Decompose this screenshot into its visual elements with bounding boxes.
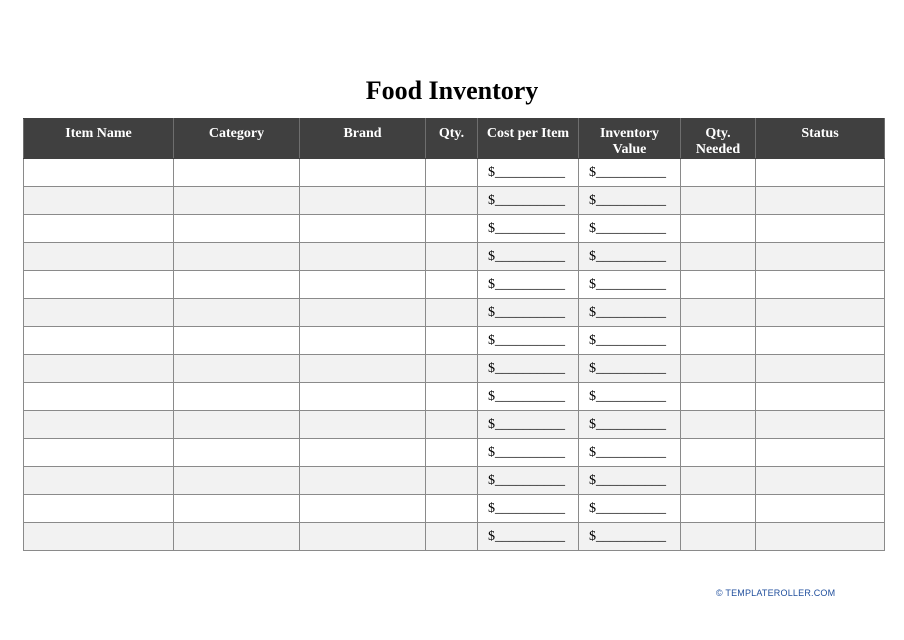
qty-needed-cell[interactable] xyxy=(681,411,756,439)
table-body xyxy=(24,159,885,551)
category-cell[interactable] xyxy=(174,355,300,383)
qty-cell[interactable] xyxy=(426,299,478,327)
cost-per-item-cell[interactable]: $__________ xyxy=(478,495,579,523)
table-row xyxy=(24,187,885,215)
brand-cell[interactable] xyxy=(300,215,426,243)
qty-needed-cell[interactable] xyxy=(681,495,756,523)
header-brand: Brand xyxy=(300,119,426,159)
inventory-value-cell[interactable]: $__________ xyxy=(579,411,681,439)
status-cell[interactable] xyxy=(756,495,885,523)
inventory-value-cell[interactable]: $__________ xyxy=(579,523,681,551)
item-name-cell[interactable] xyxy=(24,467,174,495)
status-cell[interactable] xyxy=(756,243,885,271)
status-cell[interactable] xyxy=(756,299,885,327)
status-cell[interactable] xyxy=(756,523,885,551)
header-category: Category xyxy=(174,119,300,159)
table-row xyxy=(24,439,885,467)
cost-per-item-cell[interactable]: $__________ xyxy=(478,271,579,299)
qty-cell[interactable] xyxy=(426,159,478,187)
inventory-value-cell[interactable]: $__________ xyxy=(579,271,681,299)
inventory-value-cell[interactable]: $__________ xyxy=(579,383,681,411)
status-cell[interactable] xyxy=(756,159,885,187)
inventory-value-cell[interactable]: $__________ xyxy=(579,467,681,495)
qty-cell[interactable] xyxy=(426,271,478,299)
table-row xyxy=(24,159,885,187)
inventory-value-cell[interactable]: $__________ xyxy=(579,327,681,355)
category-cell[interactable] xyxy=(174,411,300,439)
cost-per-item-cell[interactable]: $__________ xyxy=(478,299,579,327)
qty-cell[interactable] xyxy=(426,327,478,355)
qty-needed-cell[interactable] xyxy=(681,355,756,383)
qty-cell[interactable] xyxy=(426,355,478,383)
brand-cell[interactable] xyxy=(300,243,426,271)
qty-cell[interactable] xyxy=(426,215,478,243)
brand-cell[interactable] xyxy=(300,411,426,439)
header-inventory-value: Inventory Value xyxy=(579,119,681,159)
table-row xyxy=(24,495,885,523)
brand-cell[interactable] xyxy=(300,467,426,495)
item-name-cell[interactable] xyxy=(24,159,174,187)
status-cell[interactable] xyxy=(756,383,885,411)
brand-cell[interactable] xyxy=(300,187,426,215)
qty-needed-cell[interactable] xyxy=(681,243,756,271)
status-cell[interactable] xyxy=(756,215,885,243)
header-cost-per-item: Cost per Item xyxy=(478,119,579,159)
cost-per-item-cell[interactable]: $__________ xyxy=(478,383,579,411)
table-row xyxy=(24,327,885,355)
category-cell[interactable] xyxy=(174,243,300,271)
status-cell[interactable] xyxy=(756,411,885,439)
cost-per-item-cell[interactable]: $__________ xyxy=(478,355,579,383)
item-name-cell[interactable] xyxy=(24,439,174,467)
qty-cell[interactable] xyxy=(426,467,478,495)
table-header-row xyxy=(24,119,885,159)
inventory-value-cell[interactable]: $__________ xyxy=(579,355,681,383)
header-status: Status xyxy=(756,119,885,159)
qty-needed-cell[interactable] xyxy=(681,299,756,327)
table-row xyxy=(24,299,885,327)
cost-per-item-cell[interactable]: $__________ xyxy=(478,159,579,187)
qty-needed-cell[interactable] xyxy=(681,523,756,551)
status-cell[interactable] xyxy=(756,187,885,215)
brand-cell[interactable] xyxy=(300,439,426,467)
category-cell[interactable] xyxy=(174,159,300,187)
cost-per-item-cell[interactable]: $__________ xyxy=(478,187,579,215)
item-name-cell[interactable] xyxy=(24,187,174,215)
qty-needed-cell[interactable] xyxy=(681,187,756,215)
item-name-cell[interactable] xyxy=(24,243,174,271)
category-cell[interactable] xyxy=(174,439,300,467)
brand-cell[interactable] xyxy=(300,327,426,355)
inventory-value-cell[interactable]: $__________ xyxy=(579,215,681,243)
item-name-cell[interactable] xyxy=(24,495,174,523)
table-row xyxy=(24,411,885,439)
qty-cell[interactable] xyxy=(426,411,478,439)
inventory-value-cell[interactable]: $__________ xyxy=(579,187,681,215)
status-cell[interactable] xyxy=(756,355,885,383)
brand-cell[interactable] xyxy=(300,271,426,299)
inventory-table xyxy=(23,118,885,551)
category-cell[interactable] xyxy=(174,299,300,327)
item-name-cell[interactable] xyxy=(24,383,174,411)
brand-cell[interactable] xyxy=(300,495,426,523)
status-cell[interactable] xyxy=(756,467,885,495)
inventory-value-cell[interactable]: $__________ xyxy=(579,495,681,523)
cost-per-item-cell[interactable]: $__________ xyxy=(478,411,579,439)
item-name-cell[interactable] xyxy=(24,327,174,355)
brand-cell[interactable] xyxy=(300,355,426,383)
status-cell[interactable] xyxy=(756,271,885,299)
item-name-cell[interactable] xyxy=(24,215,174,243)
category-cell[interactable] xyxy=(174,467,300,495)
table-row xyxy=(24,467,885,495)
status-cell[interactable] xyxy=(756,439,885,467)
qty-needed-cell[interactable] xyxy=(681,271,756,299)
header-qty: Qty. xyxy=(426,119,478,159)
qty-cell[interactable] xyxy=(426,187,478,215)
table-row xyxy=(24,243,885,271)
cost-per-item-cell[interactable]: $__________ xyxy=(478,327,579,355)
item-name-cell[interactable] xyxy=(24,523,174,551)
qty-needed-cell[interactable] xyxy=(681,215,756,243)
qty-cell[interactable] xyxy=(426,439,478,467)
table-row xyxy=(24,355,885,383)
item-name-cell[interactable] xyxy=(24,411,174,439)
cost-per-item-cell[interactable]: $__________ xyxy=(478,467,579,495)
cost-per-item-cell[interactable]: $__________ xyxy=(478,439,579,467)
category-cell[interactable] xyxy=(174,523,300,551)
inventory-value-cell[interactable]: $__________ xyxy=(579,243,681,271)
cost-per-item-cell[interactable]: $__________ xyxy=(478,215,579,243)
category-cell[interactable] xyxy=(174,383,300,411)
inventory-value-cell[interactable]: $__________ xyxy=(579,439,681,467)
brand-cell[interactable] xyxy=(300,299,426,327)
brand-cell[interactable] xyxy=(300,159,426,187)
category-cell[interactable] xyxy=(174,187,300,215)
item-name-cell[interactable] xyxy=(24,355,174,383)
status-cell[interactable] xyxy=(756,327,885,355)
qty-needed-cell[interactable] xyxy=(681,467,756,495)
qty-needed-cell[interactable] xyxy=(681,327,756,355)
qty-cell[interactable] xyxy=(426,523,478,551)
brand-cell[interactable] xyxy=(300,523,426,551)
table-row xyxy=(24,523,885,551)
page-title: Food Inventory xyxy=(365,76,539,105)
item-name-cell[interactable] xyxy=(24,299,174,327)
category-cell[interactable] xyxy=(174,327,300,355)
qty-cell[interactable] xyxy=(426,243,478,271)
cost-per-item-cell[interactable]: $__________ xyxy=(478,243,579,271)
cost-per-item-cell[interactable]: $__________ xyxy=(478,523,579,551)
category-cell[interactable] xyxy=(174,271,300,299)
header-qty-needed: Qty. Needed xyxy=(681,119,756,159)
inventory-value-cell[interactable]: $__________ xyxy=(579,299,681,327)
footer-credit[interactable]: © TEMPLATEROLLER.COM xyxy=(716,588,836,598)
table-row xyxy=(24,271,885,299)
qty-cell[interactable] xyxy=(426,495,478,523)
qty-needed-cell[interactable] xyxy=(681,439,756,467)
table-row xyxy=(24,215,885,243)
qty-needed-cell[interactable] xyxy=(681,383,756,411)
item-name-cell[interactable] xyxy=(24,271,174,299)
brand-cell[interactable] xyxy=(300,383,426,411)
category-cell[interactable] xyxy=(174,495,300,523)
category-cell[interactable] xyxy=(174,215,300,243)
qty-cell[interactable] xyxy=(426,383,478,411)
qty-needed-cell[interactable] xyxy=(681,159,756,187)
header-item-name: Item Name xyxy=(24,119,174,159)
inventory-value-cell[interactable]: $__________ xyxy=(579,159,681,187)
table-row xyxy=(24,383,885,411)
